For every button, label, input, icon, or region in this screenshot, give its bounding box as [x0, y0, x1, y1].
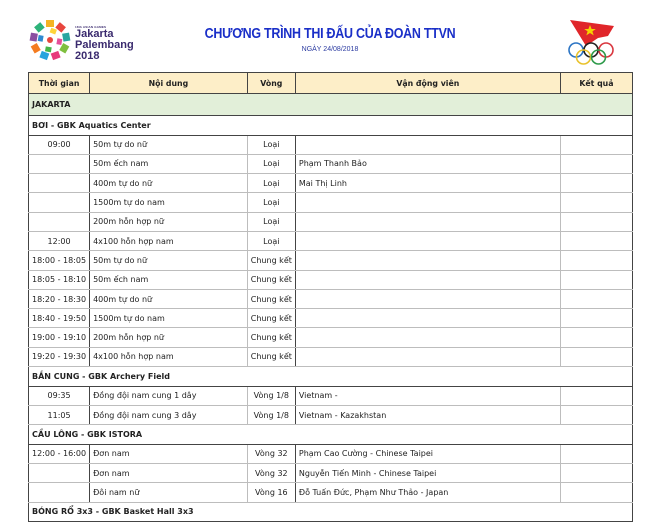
venue-name: BƠI - GBK Aquatics Center — [29, 116, 633, 136]
result-cell — [560, 231, 632, 250]
round-cell: Vòng 16 — [247, 483, 295, 502]
time-cell: 18:40 - 19:50 — [29, 309, 90, 328]
round-cell: Vòng 32 — [247, 444, 295, 463]
athletes-cell: Đỗ Tuấn Đức, Phạm Như Thảo - Japan — [295, 483, 560, 502]
games-edition-label: 18th ASIAN GAMES — [75, 25, 107, 29]
result-cell — [560, 386, 632, 405]
schedule-table — [28, 72, 633, 522]
athletes-cell — [295, 289, 560, 308]
event-cell: Đơn nam — [90, 444, 248, 463]
page-date: NGÀY 24/08/2018 — [301, 46, 359, 53]
result-cell — [560, 444, 632, 463]
athletes-cell: Phạm Thanh Bảo — [295, 154, 560, 173]
result-cell — [560, 251, 632, 270]
event-cell: 50m ếch nam — [90, 270, 248, 289]
event-cell: 200m hỗn hợp nữ — [90, 212, 248, 231]
result-cell — [560, 328, 632, 347]
time-cell — [29, 463, 90, 482]
time-cell — [29, 483, 90, 502]
result-cell — [560, 483, 632, 502]
event-cell: 50m tự do nữ — [90, 251, 248, 270]
result-cell — [560, 347, 632, 366]
table-row — [29, 444, 633, 463]
round-cell: Vòng 1/8 — [247, 405, 295, 424]
round-cell: Chung kết — [247, 328, 295, 347]
table-row — [29, 328, 633, 347]
table-header-row — [29, 73, 633, 94]
time-cell — [29, 174, 90, 193]
column-header-event: Nội dung — [90, 73, 248, 94]
athletes-cell: Mai Thị Linh — [295, 174, 560, 193]
round-cell: Loại — [247, 231, 295, 250]
round-cell: Loại — [247, 212, 295, 231]
venue-row — [29, 367, 633, 387]
athletes-cell: Vietnam - Kazakhstan — [295, 405, 560, 424]
result-cell — [560, 212, 632, 231]
venue-row — [29, 425, 633, 445]
vietnam-olympic-logo-icon — [564, 16, 624, 66]
result-cell — [560, 154, 632, 173]
venue-name: BẮN CUNG - GBK Archery Field — [29, 367, 633, 387]
round-cell: Chung kết — [247, 347, 295, 366]
column-header-time: Thời gian — [29, 73, 90, 94]
event-cell: 400m tự do nữ — [90, 174, 248, 193]
result-cell — [560, 174, 632, 193]
column-header-athletes: Vận động viên — [295, 73, 560, 94]
page-title: CHƯƠNG TRÌNH THI ĐẤU CỦA ĐOÀN TTVN — [204, 26, 456, 42]
games-city-1: Jakarta — [75, 28, 114, 40]
table-row — [29, 154, 633, 173]
athletes-cell — [295, 328, 560, 347]
result-cell — [560, 135, 632, 154]
time-cell: 18:20 - 18:30 — [29, 289, 90, 308]
event-cell: Đôi nam nữ — [90, 483, 248, 502]
result-cell — [560, 270, 632, 289]
event-cell: 50m tự do nữ — [90, 135, 248, 154]
table-row — [29, 289, 633, 308]
time-cell: 18:05 - 18:10 — [29, 270, 90, 289]
venue-row — [29, 502, 633, 522]
athletes-cell — [295, 270, 560, 289]
athletes-cell — [295, 251, 560, 270]
table-row — [29, 483, 633, 502]
table-row — [29, 463, 633, 482]
table-row — [29, 231, 633, 250]
round-cell: Loại — [247, 174, 295, 193]
event-cell: 1500m tự do nam — [90, 309, 248, 328]
round-cell: Chung kết — [247, 289, 295, 308]
games-year: 2018 — [75, 50, 100, 62]
table-row — [29, 212, 633, 231]
time-cell: 19:20 - 19:30 — [29, 347, 90, 366]
time-cell: 12:00 - 16:00 — [29, 444, 90, 463]
table-row — [29, 193, 633, 212]
event-cell: Đồng đội nam cung 3 dây — [90, 405, 248, 424]
venue-row — [29, 116, 633, 136]
event-cell: Đơn nam — [90, 463, 248, 482]
table-row — [29, 405, 633, 424]
event-cell: 200m hỗn hợp nữ — [90, 328, 248, 347]
event-cell: 4x100 hỗn hợp nam — [90, 347, 248, 366]
round-cell: Chung kết — [247, 270, 295, 289]
round-cell: Loại — [247, 135, 295, 154]
round-cell: Chung kết — [247, 251, 295, 270]
athletes-cell — [295, 212, 560, 231]
result-cell — [560, 309, 632, 328]
athletes-cell — [295, 347, 560, 366]
result-cell — [560, 405, 632, 424]
round-cell: Vòng 1/8 — [247, 386, 295, 405]
result-cell — [560, 193, 632, 212]
column-header-result: Kết quả — [560, 73, 632, 94]
time-cell: 18:00 - 18:05 — [29, 251, 90, 270]
athletes-cell — [295, 309, 560, 328]
event-cell: 400m tự do nữ — [90, 289, 248, 308]
time-cell: 09:35 — [29, 386, 90, 405]
table-row — [29, 174, 633, 193]
athletes-cell: Phạm Cao Cường - Chinese Taipei — [295, 444, 560, 463]
result-cell — [560, 463, 632, 482]
athletes-cell — [295, 193, 560, 212]
venue-name: CẦU LÔNG - GBK ISTORA — [29, 425, 633, 445]
round-cell: Loại — [247, 154, 295, 173]
time-cell — [29, 154, 90, 173]
table-row — [29, 135, 633, 154]
round-cell: Vòng 32 — [247, 463, 295, 482]
event-cell: 50m ếch nam — [90, 154, 248, 173]
table-row — [29, 309, 633, 328]
time-cell: 09:00 — [29, 135, 90, 154]
round-cell: Chung kết — [247, 309, 295, 328]
table-row — [29, 386, 633, 405]
time-cell: 12:00 — [29, 231, 90, 250]
athletes-cell: Nguyễn Tiến Minh - Chinese Taipei — [295, 463, 560, 482]
table-row — [29, 270, 633, 289]
column-header-round: Vòng — [247, 73, 295, 94]
time-cell: 11:05 — [29, 405, 90, 424]
event-cell: 4x100 hỗn hợp nam — [90, 231, 248, 250]
event-cell: Đồng đội nam cung 1 dây — [90, 386, 248, 405]
city-row — [29, 94, 633, 116]
time-cell — [29, 212, 90, 231]
table-row — [29, 347, 633, 366]
table-row — [29, 251, 633, 270]
city-name: JAKARTA — [29, 94, 633, 116]
result-cell — [560, 289, 632, 308]
time-cell: 19:00 - 19:10 — [29, 328, 90, 347]
athletes-cell — [295, 135, 560, 154]
venue-name: BÓNG RỔ 3x3 - GBK Basket Hall 3x3 — [29, 502, 633, 522]
event-cell: 1500m tự do nam — [90, 193, 248, 212]
athletes-cell — [295, 231, 560, 250]
time-cell — [29, 193, 90, 212]
athletes-cell: Vietnam - — [295, 386, 560, 405]
games-city-2: Palembang — [75, 39, 134, 51]
round-cell: Loại — [247, 193, 295, 212]
